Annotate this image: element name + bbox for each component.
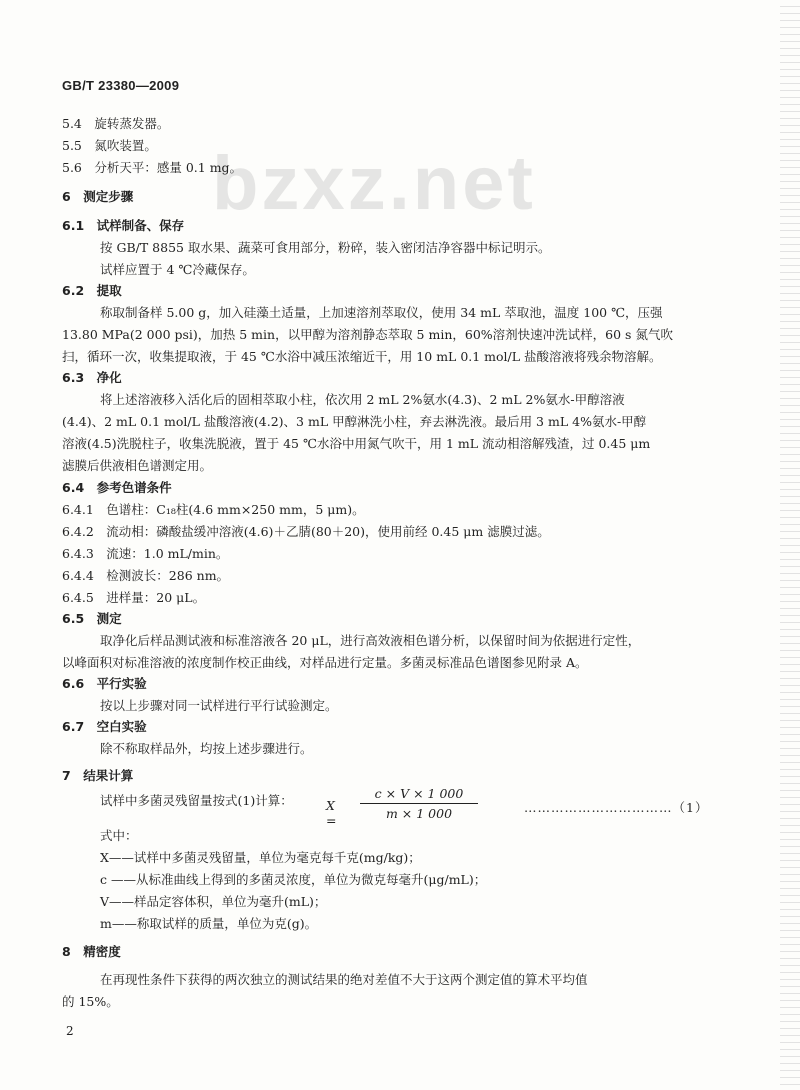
section-6-6-heading: 6.6 平行实验	[62, 676, 147, 691]
item-6-4-3: 6.4.3 流速：1.0 mL/min。	[62, 546, 229, 561]
para-6-1-a: 按 GB/T 8855 取水果、蔬菜可食用部分，粉碎，装入密闭洁净容器中标记明示。	[100, 240, 551, 255]
item-6-4-1: 6.4.1 色谱柱：C₁₈柱(4.6 mm×250 mm，5 μm)。	[62, 502, 365, 517]
item-6-4-5: 6.4.5 进样量：20 μL。	[62, 590, 206, 605]
para-6-6: 按以上步骤对同一试样进行平行试验测定。	[100, 698, 338, 713]
section-6-heading: 6 测定步骤	[62, 189, 134, 204]
section-6-7-heading: 6.7 空白实验	[62, 719, 147, 734]
page-number: 2	[66, 1024, 74, 1038]
formula-tag: ……………………………（1）	[524, 800, 709, 815]
para-8-b: 的 15%。	[62, 994, 119, 1009]
para-6-2-b: 13.80 MPa(2 000 psi)，加热 5 min，以甲醇为溶剂静态萃取 5 min，60%溶剂快速冲洗试样，60 s 氮气吹	[62, 327, 673, 342]
formula-lhs: X =	[326, 798, 337, 828]
para-6-3-c: 溶液(4.5)洗脱柱子，收集洗脱液，置于 45 ℃水浴中用氮气吹干，用 1 mL 流动相溶解残渣，过 0.45 μm	[62, 436, 651, 451]
para-6-5-b: 以峰面积对标准溶液的浓度制作校正曲线，对样品进行定量。多菌灵标准品色谱图参见附录 A。	[62, 655, 588, 670]
item-6-4-4: 6.4.4 检测波长：286 nm。	[62, 568, 230, 583]
var-c: c ——从标准曲线上得到的多菌灵浓度，单位为微克每毫升(μg/mL)；	[100, 872, 487, 887]
para-8-a: 在再现性条件下获得的两次独立的测试结果的绝对差值不大于这两个测定值的算术平均值	[100, 972, 588, 987]
formula-denominator: m × 1 000	[385, 806, 453, 821]
item-5-6: 5.6 分析天平：感量 0.1 mg。	[62, 160, 243, 175]
para-6-1-b: 试样应置于 4 ℃冷藏保存。	[100, 262, 255, 277]
para-6-3-a: 将上述溶液移入活化后的固相萃取小柱，依次用 2 mL 2%氨水(4.3)、2 mL 2%氨水-甲醇溶液	[100, 392, 625, 407]
standard-header: GB/T 23380—2009	[62, 78, 180, 93]
watermark: bzxz.net	[212, 141, 536, 226]
scan-edge	[780, 0, 800, 1090]
formula-fraction	[360, 786, 478, 821]
section-7-heading: 7 结果计算	[62, 768, 134, 783]
para-7: 试样中多菌灵残留量按式(1)计算：	[100, 793, 293, 808]
para-6-3-d: 滤膜后供液相色谱测定用。	[62, 458, 213, 473]
para-6-2-c: 扫，循环一次，收集提取液，于 45 ℃水浴中减压浓缩近干，用 10 mL 0.1 mol/L 盐酸溶液将残余物溶解。	[62, 349, 662, 364]
para-6-3-b: (4.4)、2 mL 0.1 mol/L 盐酸溶液(4.2)、3 mL 甲醇淋洗小柱，弃去淋洗液。最后用 3 mL 4%氨水-甲醇	[62, 414, 647, 429]
item-5-4: 5.4 旋转蒸发器。	[62, 116, 170, 131]
where-label: 式中：	[100, 828, 138, 843]
var-v: V——样品定容体积，单位为毫升(mL)；	[100, 894, 327, 909]
section-6-4-heading: 6.4 参考色谱条件	[62, 480, 172, 495]
para-6-7: 除不称取样品外，均按上述步骤进行。	[100, 741, 313, 756]
var-x: X——试样中多菌灵残留量，单位为毫克每千克(mg/kg)；	[100, 850, 421, 865]
formula-numerator: c × V × 1 000	[374, 786, 464, 801]
section-6-1-heading: 6.1 试样制备、保存	[62, 218, 185, 233]
section-8-heading: 8 精密度	[62, 944, 121, 959]
para-6-5-a: 取净化后样品测试液和标准溶液各 20 μL，进行高效液相色谱分析，以保留时间为依据进行定性，	[100, 633, 641, 648]
var-m: m——称取试样的质量，单位为克(g)。	[100, 916, 318, 931]
section-6-3-heading: 6.3 净化	[62, 370, 122, 385]
section-6-2-heading: 6.2 提取	[62, 283, 122, 298]
para-6-2-a: 称取制备样 5.00 g，加入硅藻土适量，上加速溶剂萃取仪，使用 34 mL 萃取池，温度 100 ℃，压强	[100, 305, 663, 320]
section-6-5-heading: 6.5 测定	[62, 611, 122, 626]
item-5-5: 5.5 氮吹装置。	[62, 138, 157, 153]
item-6-4-2: 6.4.2 流动相：磷酸盐缓冲溶液(4.6)＋乙腈(80＋20)，使用前经 0.45 μm 滤膜过滤。	[62, 524, 550, 539]
